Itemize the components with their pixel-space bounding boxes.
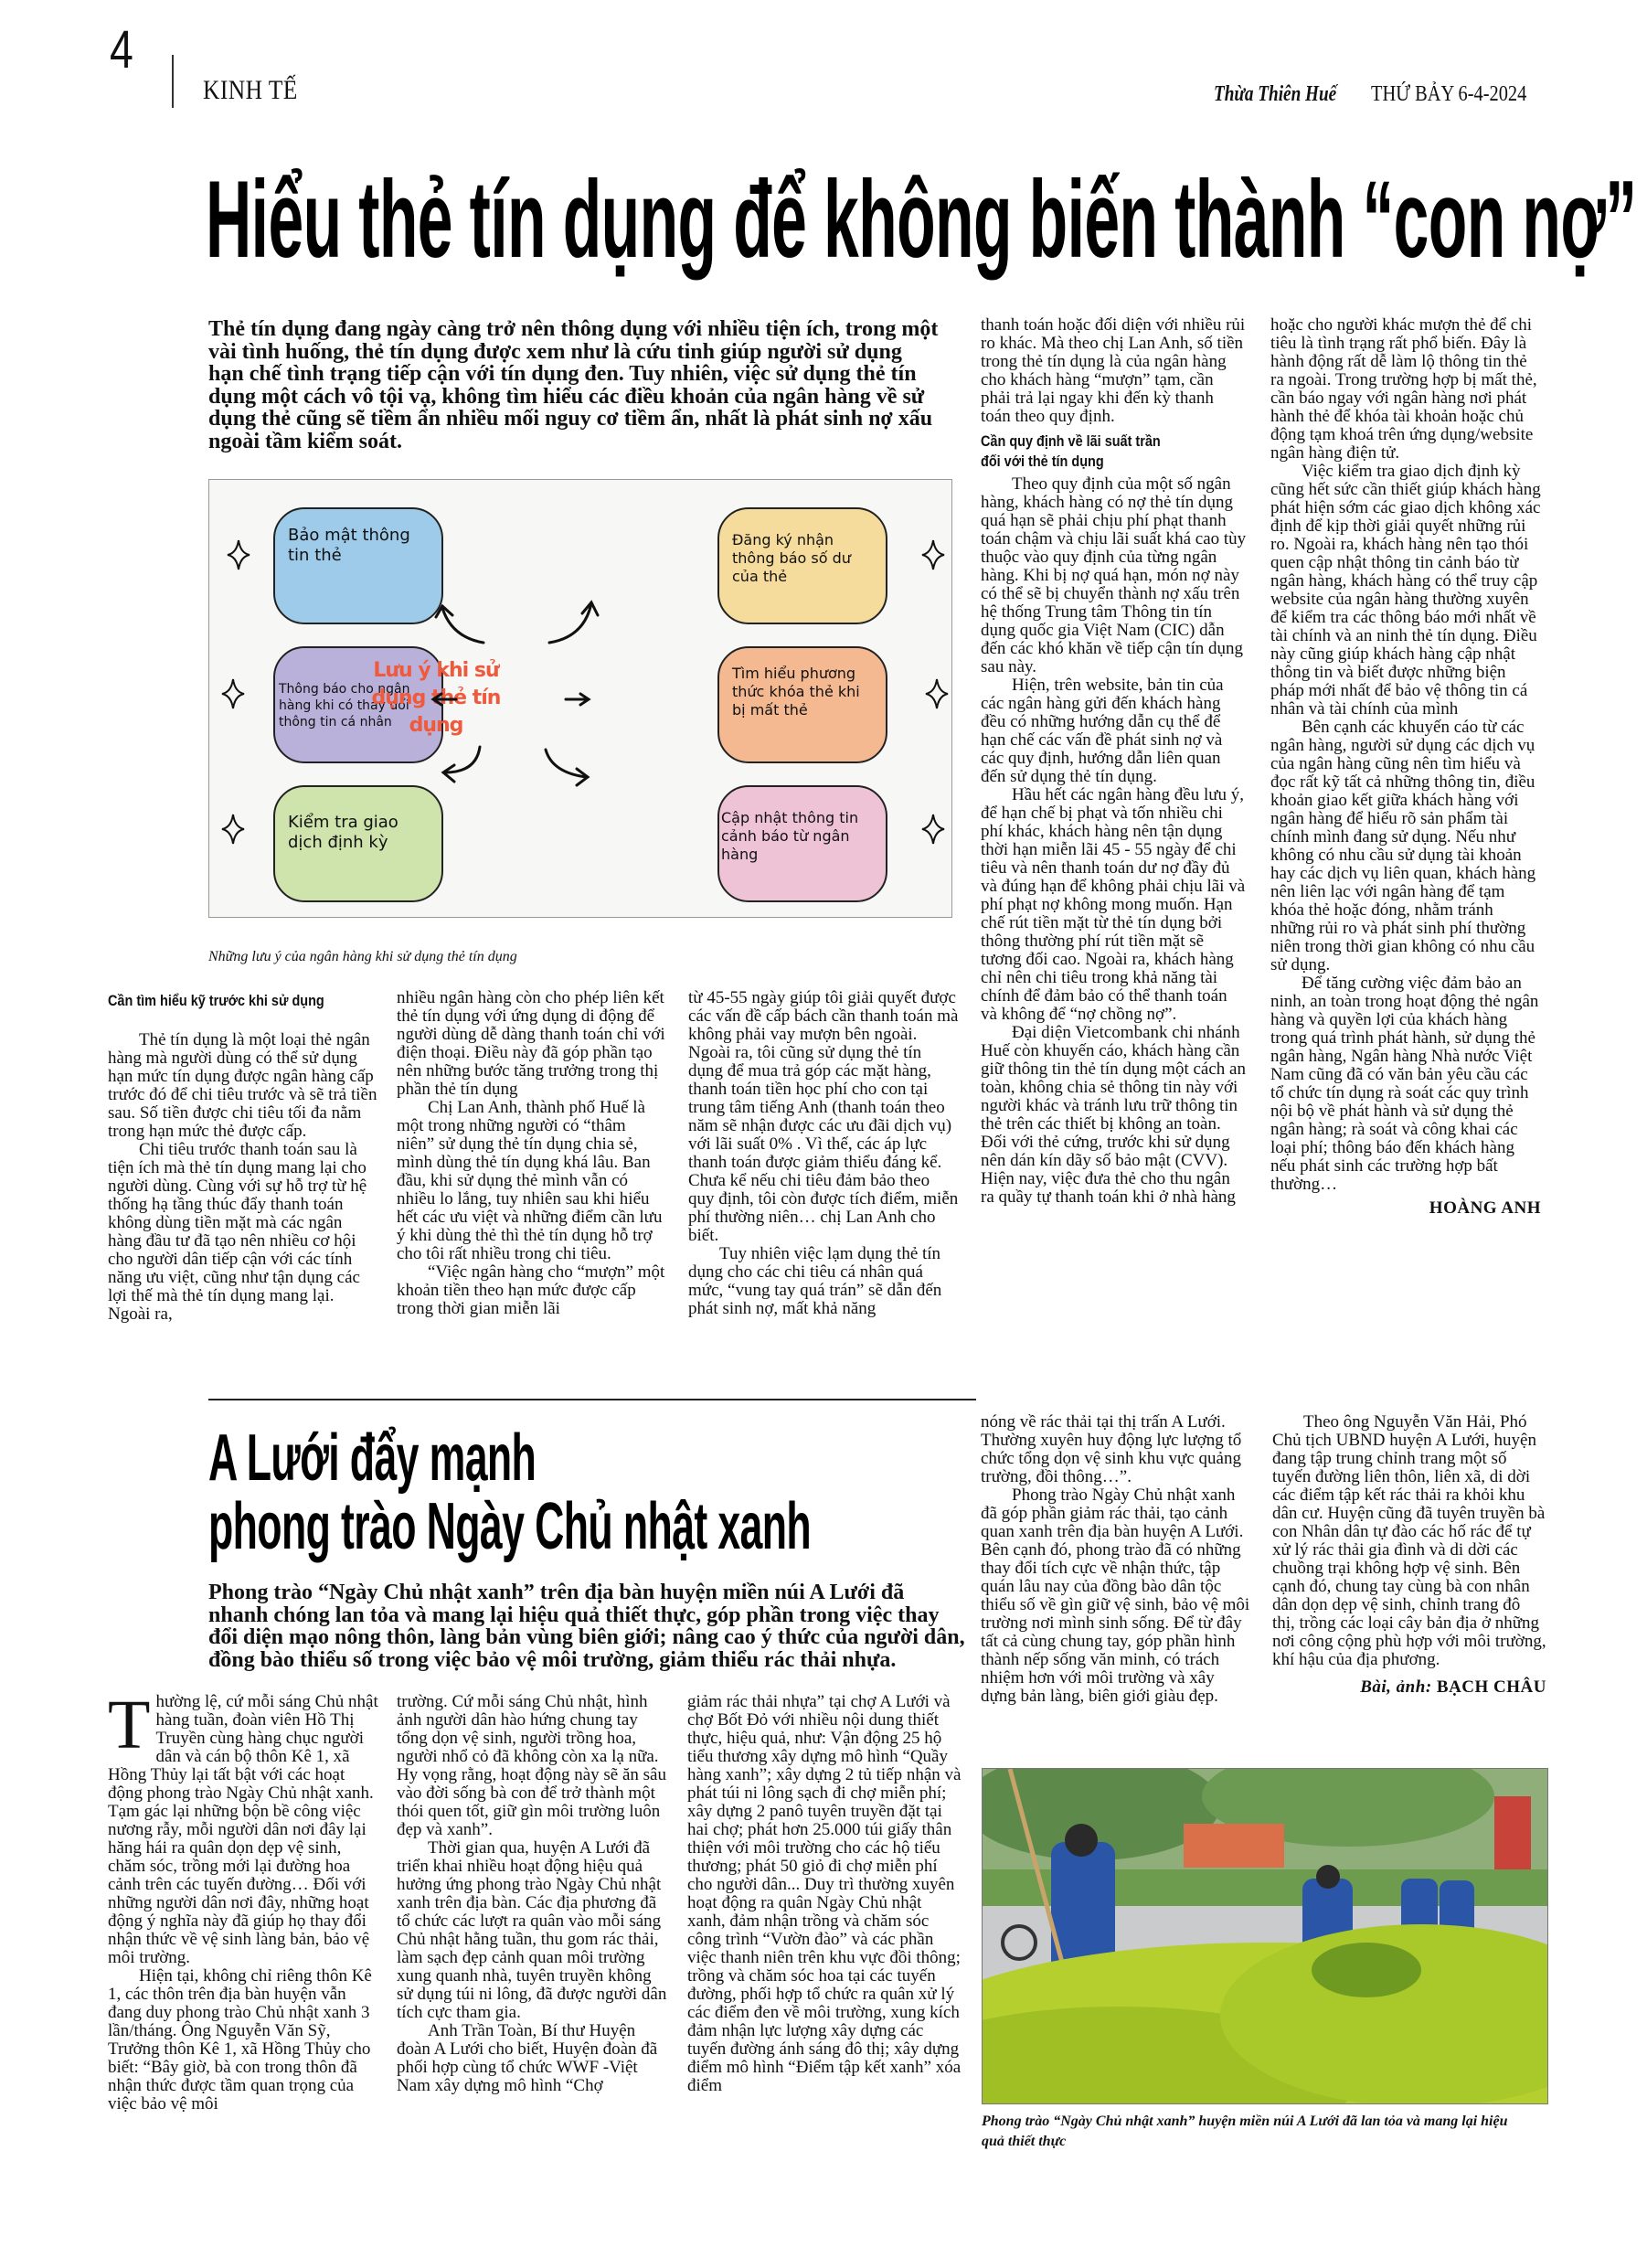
subhead-interest-cap-1: Cần quy định về lãi suất trần	[981, 432, 1161, 450]
article2-byline: Bài, ảnh: BẠCH CHÂU	[1360, 1677, 1546, 1697]
header-divider	[172, 55, 174, 108]
paragraph: “Việc ngân hàng cho “mượn” một khoản tiền theo hạn mức được cấp trong thời gian miễn lãi	[397, 1262, 665, 1318]
paragraph: Thẻ tín dụng là một loại thẻ ngân hàng mà người dùng có thể sử dụng hạn mức tín dụng được ngân hàng cấp trước đó để chi tiêu trước và sẽ trả tiền sau. Số tiền được chi tiêu tối đa nằm trong hạn mức thẻ được cấp.	[108, 1030, 377, 1141]
article1-column-5	[1270, 316, 1541, 1218]
newspaper-name: Thừa Thiên Huế	[1214, 82, 1337, 106]
paragraph: Chị Lan Anh, thành phố Huế là một trong những người có “thâm niên” sử dụng thẻ tín dụng chia sẻ, mình dùng thẻ tín dụng khá lâu. Ban đầu, khi sử dụng thẻ mình vẫn có nhiều lo lắng, tuy nhiên sau khi hiểu hết các ưu việt và những điểm cần lưu ý khi dùng thẻ thì thẻ tín dụng hỗ trợ cho tôi rất nhiều trong chi tiêu.	[397, 1098, 663, 1263]
drop-cap: T	[108, 1687, 151, 1763]
paragraph: Hiện, trên website, bản tin của các ngân hàng gửi đến khách hàng đều có những hướng dẫn cụ thể để hạn chế các vấn đề phát sinh nợ và các quy định, hướng dẫn liên quan đến sử dụng thẻ tín dụng.	[981, 676, 1224, 786]
photo-caption: Phong trào “Ngày Chủ nhật xanh” huyện miền núi A Lưới đã lan tỏa và mang lại hiệu quả thiết thực	[982, 2114, 1508, 2149]
paragraph: Thời gian qua, huyện A Lưới đã triển khai nhiều hoạt động hiệu quả hưởng ứng phong trào Ngày Chủ nhật xanh trên địa bàn. Các địa phương đã tổ chức các lượt ra quân vào mỗi sáng Chủ nhật hằng tuần, thu gom rác thải, làm sạch đẹp cảnh quan môi trường xung quanh nhà, tuyên truyền không sử dụng túi ni lông, đã được người dân tích cực tham gia.	[397, 1838, 667, 2022]
article2-column-3	[687, 1693, 962, 2095]
tip-box-lock-card: Tìm hiểu phương thức khóa thẻ khi bị mất thẻ	[717, 646, 887, 763]
paragraph: Đại diện Vietcombank chi nhánh Huế còn khuyến cáo, khách hàng cần giữ thông tin thẻ tín dụng một cách an toàn, không chia sẻ thông tin này với người khác và tránh lưu trữ thông tin thẻ trên các thiết bị không an toàn. Đối với thẻ cứng, trước khi sử dụng nên dán kín dãy số bảo mật (CVV). Hiện nay, việc đưa thẻ cho thu ngân ra quầy tự thanh toán khi ở nhà hàng	[981, 1023, 1246, 1207]
section-title: KINH TẾ	[203, 75, 298, 105]
article1-column-1	[108, 1031, 378, 1324]
subhead-research: Cần tìm hiểu kỹ trước khi sử dụng	[108, 992, 324, 1009]
tip-box-notify-bank: Thông báo cho ngân hàng khi có thay đổi thông tin cá nhân	[273, 646, 443, 763]
paragraph: Việc kiểm tra giao dịch định kỳ cũng hết sức cần thiết giúp khách hàng phát hiện sớm các giao dịch không xác định để kịp thời giải quyết những rủi ro. Ngoài ra, khách hàng nên tạo thói quen cập nhật thông tin cảnh báo từ ngân hàng, khách hàng có thể truy cập website của ngân hàng thường xuyên để kiểm tra các thông báo mới nhất về tài chính và an ninh thẻ tín dụng. Điều này cũng giúp khách hàng cập nhật thông tin và biết được những biện pháp mới nhất để bảo vệ thông tin cá nhân và tài chính của mình	[1270, 462, 1541, 719]
article1-byline: HOÀNG ANH	[1429, 1198, 1541, 1218]
paragraph: Tuy nhiên việc lạm dụng thẻ tín dụng cho các chi tiêu cá nhân quá mức, “vung tay quá trán” sẽ dẫn đến phát sinh nợ, mất khả năng	[688, 1244, 942, 1318]
paragraph: Bên cạnh các khuyến cáo từ các ngân hàng, người sử dụng các dịch vụ của ngân hàng cũng nên tìm hiểu và đọc rất kỹ tất cả những thông tin, điều khoản giao kết giữa khách hàng với ngân hàng để hiểu rõ sản phẩm tài chính mình đang sử dụng. Nếu như không có nhu cầu sử dụng tài khoản hay các dịch vụ liên quan, khách hàng nên liên lạc với ngân hàng để tạm khóa thẻ hoặc đóng, nhằm tránh những rủi ro và phát sinh phí thường niên trong thời gian không có nhu cầu sử dụng.	[1270, 718, 1536, 974]
article1-column-2	[397, 989, 667, 1318]
article1-column-3	[688, 989, 959, 1318]
article2-column-1	[108, 1687, 378, 2114]
photo-volunteers-shrubs-icon	[983, 1769, 1547, 2103]
paragraph: Phong trào Ngày Chủ nhật xanh đã góp phần giảm rác thải, tạo cảnh quan xanh trên địa bàn huyện A Lưới. Bên cạnh đó, phong trào đã có những thay đổi tích cực về nhận thức, tập quán lâu nay của đồng bào dân tộc thiểu số về gìn giữ vệ sinh, bảo vệ môi trường nơi mình sinh sống. Để từ đây tất cả cùng chung tay, góp phần hình thành nếp sống văn minh, có trách nhiệm hơn với môi trường và xây dựng bản làng, biên giới giàu đẹp.	[981, 1485, 1250, 1706]
paragraph: nóng về rác thải tại thị trấn A Lưới. Thường xuyên huy động lực lượng tổ chức tổng dọn vệ sinh khu vực quảng trường, đồi thông…”.	[981, 1412, 1242, 1486]
article2-sapo: Phong trào “Ngày Chủ nhật xanh” trên địa bàn huyện miền núi A Lưới đã nhanh chóng lan tỏa và mang lại hiệu quả thiết thực, góp phần trong việc thay đổi diện mạo nông thôn, làng bản vùng biên giới; nâng cao ý thức của người dân, đồng bào thiểu số trong việc bảo vệ môi trường, giảm thiểu rác thải nhựa.	[208, 1581, 965, 1672]
paragraph: Hiện tại, không chỉ riêng thôn Kê 1, các thôn trên địa bàn huyện vẫn đang duy phong trào Chủ nhật xanh 3 lần/tháng. Ông Nguyễn Văn Sỹ, Trưởng thôn Kê 1, xã Hồng Thủy cho biết: “Bây giờ, bà con trong thôn đã nhận thức được tầm quan trọng của việc bảo vệ môi	[108, 1966, 372, 2114]
article2-column-5	[1272, 1413, 1546, 1697]
paragraph: Để tăng cường việc đảm bảo an ninh, an toàn trong hoạt động thẻ ngân hàng và quyền lợi của khách hàng trong quá trình phát hành, sử dụng thẻ ngân hàng, Ngân hàng Nhà nước Việt Nam cũng đã có văn bản yêu cầu các tổ chức tín dụng rà soát các quy trình nội bộ về phát hành và sử dụng thẻ ngân hàng; rà soát và công khai các loại phí; thông báo đến khách hàng nếu phát sinh các trường hợp bất thường…	[1270, 974, 1539, 1194]
paragraph: thanh toán hoặc đối diện với nhiều rủi ro khác. Mà theo chị Lan Anh, số tiền trong thẻ tín dụng là của ngân hàng cho khách hàng “mượn” tạm, cần phải trả lại ngay khi đến kỳ thanh toán theo quy định.	[981, 315, 1246, 426]
paragraph: Theo quy định của một số ngân hàng, khách hàng có nợ thẻ tín dụng quá hạn sẽ phải chịu phí phạt thanh toán chậm và chịu lãi suất khá cao tùy thuộc vào quy định của từng ngân hàng. Khi bị nợ quá hạn, món nợ này có thể sẽ bị chuyển thành nợ xấu trên hệ thống Trung tâm Thông tin tín dụng quốc gia Việt Nam (CIC) dẫn đến các khó khăn về tiếp cận tín dụng sau này.	[981, 474, 1247, 676]
paragraph: Anh Trần Toàn, Bí thư Huyện đoàn A Lưới cho biết, Huyện đoàn đã phối hợp cùng tổ chức WWF -Việt Nam xây dựng mô hình “Chợ	[397, 2021, 658, 2095]
article-divider	[208, 1399, 976, 1400]
paragraph: Thường lệ, cứ mỗi sáng Chủ nhật hàng tuần, đoàn viên Hồ Thị Truyền cùng hàng chục người dân và cán bộ thôn Kê 1, xã Hồng Thủy lại tất bật với các hoạt động phong trào Ngày Chủ nhật xanh. Tạm gác lại những bộn bề công việc nương rẫy, mỗi người dân nơi đây lại hăng hái ra quân dọn dẹp vệ sinh, chăm sóc, trồng mới lại đường hoa cảnh trên các tuyến đường… Đối với những người dân nơi đây, những hoạt động ý nghĩa này đã giúp họ thay đổi nhận thức về vệ sinh làng bản, bảo vệ môi trường.	[108, 1687, 378, 1967]
paragraph: Chi tiêu trước thanh toán sau là tiện ích mà thẻ tín dụng mang lại cho người dùng. Cùng với sự hỗ trợ từ hệ thống hạ tầng thúc đẩy thanh toán không dùng tiền mặt mà các ngân hàng đầu tư đã tạo nên nhiều cơ hội cho người dân tiếp cận với các tính năng ưu việt, cũng như tận dụng các lợi thế mà thẻ tín dụng mang lại. Ngoài ra,	[108, 1140, 367, 1324]
article2-headline-line1: A Lưới đẩy mạnh	[208, 1421, 537, 1495]
article1-sapo: Thẻ tín dụng đang ngày càng trở nên thông dụng với nhiều tiện ích, trong một vài tình huống, thẻ tín dụng được xem như là cứu tinh giúp người sử dụng hạn chế tình trạng tiếp cận với tín dụng đen. Tuy nhiên, việc sử dụng thẻ tín dụng một cách vô tội vạ, không tìm hiểu các điều khoản của ngân hàng về sử dụng thẻ cũng sẽ tiềm ẩn nhiều mối nguy cơ tiềm ẩn, nhất là phát sinh nợ xấu ngoài tầm kiểm soát.	[208, 317, 939, 453]
tip-box-security: Bảo mật thông tin thẻ	[273, 507, 443, 624]
paragraph: nhiều ngân hàng còn cho phép liên kết thẻ tín dụng với ứng dụng di động để người dùng dễ dàng thanh toán chỉ với điện thoại. Điều này đã góp phần tạo nên những bước tăng trưởng trong thị phần thẻ tín dụng	[397, 988, 665, 1099]
green-sunday-photo	[982, 1768, 1548, 2104]
article2-column-4	[981, 1413, 1251, 1706]
paragraph: từ 45-55 ngày giúp tôi giải quyết được các vấn đề cấp bách cần thanh toán mà không phải vay mượn bên ngoài. Ngoài ra, tôi cũng sử dụng thẻ tín dụng để mua trả góp các mặt hàng, thanh toán tiền học phí cho con tại trung tâm tiếng Anh (thanh toán theo năm sẽ nhận được các ưu đãi dịch vụ) với lãi suất 0% . Vì thế, các áp lực thanh toán được giảm thiểu đáng kể. Chưa kể nếu chi tiêu đảm bảo theo quy định, tôi còn được tích điểm, miễn phí thường niên… chị Lan Anh cho biết.	[688, 988, 959, 1245]
arrows-icon	[209, 480, 951, 917]
paragraph: hoặc cho người khác mượn thẻ để chi tiêu là tình trạng rất phổ biến. Đây là hành động rất dễ làm lộ thông tin thẻ ra ngoài. Trong trường hợp bị mất thẻ, cần báo ngay với ngân hàng nơi phát hành thẻ để khóa tài khoản hoặc chủ động tạm khoá trên ứng dụng/website ngân hàng điện tử.	[1270, 315, 1537, 463]
article2-headline-line2: phong trào Ngày Chủ nhật xanh	[208, 1490, 812, 1563]
issue-date: THỨ BẢY 6-4-2024	[1371, 82, 1527, 106]
tip-box-balance-alerts: Đăng ký nhận thông báo số dư của thẻ	[717, 507, 887, 624]
article1-headline: Hiểu thẻ tín dụng để không biến thành “con nợ”	[206, 158, 1637, 281]
infographic-center-title: Lưu ý khi sử dụng thẻ tín dụng	[371, 659, 501, 737]
paragraph: Hầu hết các ngân hàng đều lưu ý, để hạn chế bị phạt và tốn nhiều chi phí khác, khách hàng nên tận dụng thời hạn miễn lãi 45 - 55 ngày để chi tiêu và nên thanh toán dư nợ đầy đủ và đúng hạn để không phải chịu lãi và phí phạt nợ không mong muốn. Hạn chế rút tiền mặt từ thẻ tín dụng bởi thông thường phí rút tiền mặt sẽ tương đối cao. Ngoài ra, khách hàng chỉ nên chi tiêu trong khả năng tài chính để đảm bảo có thể thanh toán và không để “nợ chồng nợ”.	[981, 785, 1246, 1024]
credit-card-infographic	[208, 479, 952, 918]
tip-box-check-transactions: Kiểm tra giao dịch định kỳ	[273, 785, 443, 902]
paragraph: trường. Cứ mỗi sáng Chủ nhật, hình ảnh người dân hào hứng chung tay tổng dọn vệ sinh, người trồng hoa, người nhổ cỏ đã không còn xa lạ nữa. Hy vọng rằng, hoạt động này sẽ ăn sâu vào đời sống bà con để trở thành một thói quen tốt, giữ gìn môi trường luôn đẹp và xanh”.	[397, 1692, 666, 1839]
article2-column-2	[397, 1693, 667, 2095]
page-number: 4	[110, 20, 133, 80]
article1-column-4	[981, 316, 1248, 1207]
infographic-caption: Những lưu ý của ngân hàng khi sử dụng thẻ tín dụng	[208, 949, 517, 964]
subhead-interest-cap-2: đối với thẻ tín dụng	[981, 453, 1104, 470]
paragraph: Theo ông Nguyễn Văn Hải, Phó Chủ tịch UBND huyện A Lưới, huyện đang tập trung chỉnh trang một số tuyến đường liên thôn, liên xã, di dời các điểm tập kết rác thải ra khỏi khu dân cư. Huyện cũng đã tuyên truyền bà con Nhân dân tự đào các hố rác để tự xử lý rác thải gia đình và di dời các chuồng trại không hợp vệ sinh. Bên cạnh đó, chung tay cùng bà con nhân dân dọn dẹp vệ sinh, chỉnh trang đô thị, trồng các loại cây bản địa ở những nơi công cộng phù hợp với môi trường, khí hậu của địa phương.	[1272, 1412, 1546, 1669]
tip-box-warnings: Cập nhật thông tin cảnh báo từ ngân hàng	[717, 785, 887, 902]
paragraph: giảm rác thải nhựa” tại chợ A Lưới và chợ Bốt Đỏ với nhiều nội dung thiết thực, hiệu quả, như: Vận động 25 hộ tiểu thương xây dựng mô hình “Quầy hàng xanh”; xây dựng 2 tủ tiếp nhận và phát túi ni lông sạch đi chợ miễn phí; xây dựng 2 panô tuyên truyền đặt tại hai chợ; phát hơn 25.000 túi giấy thân thiện với môi trường cho các hộ tiểu thương; phát 50 giỏ đi chợ miễn phí cho người dân... Duy trì thường xuyên hoạt động ra quân Ngày Chủ nhật xanh, đảm nhận trồng và chăm sóc công trình “Vườn đào” và các phần việc thanh niên trên khu vực đồi thông; trồng và chăm sóc hoa tại các tuyến đường, phối hợp tổ chức ra quân xử lý các điểm đen về môi trường, xung kích đảm nhận lực lượng xây dựng các tuyến đường ánh sáng đô thị; xây dựng điểm mô hình “Điểm tập kết xanh” xóa điểm	[687, 1692, 962, 2095]
